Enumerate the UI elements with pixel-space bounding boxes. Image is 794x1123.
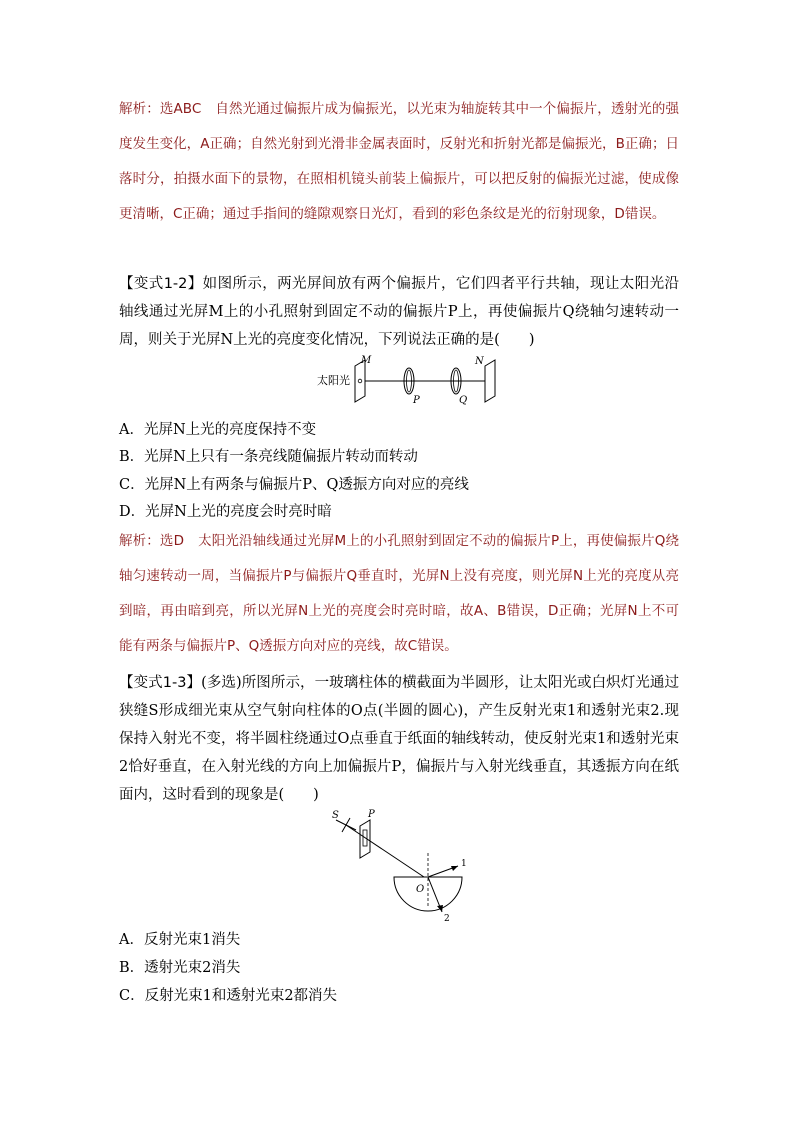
question-1-3-tag: 【变式1-3】 xyxy=(119,675,202,691)
question-1-2-tag: 【变式1-2】 xyxy=(119,276,203,292)
label-beam-2: 2 xyxy=(444,914,450,924)
explanation-2 xyxy=(119,524,679,664)
label-q: Q xyxy=(459,395,468,406)
question-1-2 xyxy=(119,270,679,354)
label-m: M xyxy=(361,355,372,366)
label-s: S xyxy=(332,810,339,821)
explanation-1-text: 自然光通过偏振片成为偏振光，以光束为轴旋转其中一个偏振片，透射光的强度发生变化，A正确；自然光射到光滑非金属表面时，反射光和折射光都是偏振光，B正确；日落时分，拍摄水面下的景物，在照相机镜头前装上偏振片，可以把反射的偏振光过滤，使成像更清晰，C正确；通过手指间的缝隙观察日光灯，看到的彩色条纹是光的衍射现象，D错误。 xyxy=(119,101,680,222)
question-1-2-option-a: A．光屏N上光的亮度保持不变 xyxy=(119,422,317,438)
question-1-2-text: 如图所示，两光屏间放有两个偏振片，它们四者平行共轴，现让太阳光沿轴线通过光屏M上的小孔照射到固定不动的偏振片P上，再使偏振片Q绕轴匀速转动一周，则关于光屏N上光的亮度变化情况，下列说法正确的是( ) xyxy=(119,276,679,348)
polarizer-setup-diagram xyxy=(315,352,515,410)
question-1-3-option-b: B．透射光束2消失 xyxy=(119,960,241,976)
question-1-3 xyxy=(119,669,679,809)
label-beam-1: 1 xyxy=(461,859,467,869)
question-1-2-option-c: C．光屏N上有两条与偏振片P、Q透振方向对应的亮线 xyxy=(119,477,469,493)
explanation-1 xyxy=(119,92,679,232)
question-1-3-option-a: A．反射光束1消失 xyxy=(119,932,241,948)
semicircle-glass-diagram xyxy=(318,808,478,926)
explanation-2-prefix: 解析：选D xyxy=(119,533,184,549)
question-1-2-option-b: B．光屏N上只有一条亮线随偏振片转动而转动 xyxy=(119,449,418,465)
figure-semicircle-glass xyxy=(318,808,478,926)
label-sunlight: 太阳光 xyxy=(317,374,350,387)
figure-polarizer-setup xyxy=(315,352,515,410)
explanation-2-text: 太阳光沿轴线通过光屏M上的小孔照射到固定不动的偏振片P上，再使偏振片Q绕轴匀速转动一周，当偏振片P与偏振片Q垂直时，光屏N上没有亮度，则光屏N上光的亮度从亮到暗，再由暗到亮，所以光屏N上光的亮度会时亮时暗，故A、B错误，D正确；光屏N上不可能有两条与偏振片P、Q透振方向对应的亮线，故C错误。 xyxy=(119,533,679,654)
question-1-2-option-d: D．光屏N上光的亮度会时亮时暗 xyxy=(119,504,332,520)
label-p2: P xyxy=(368,809,375,820)
label-o: O xyxy=(416,884,425,895)
question-1-3-text: (多选)所图所示，一玻璃柱体的横截面为半圆形，让太阳光或白炽灯光通过狭缝S形成细光束从空气射向柱体的O点(半圆的圆心)，产生反射光束1和透射光束2.现保持入射光不变，将半圆柱绕通过O点垂直于纸面的轴线转动，使反射光束1和透射光束2恰好垂直，在入射光线的方向上加偏振片P，偏振片与入射光线垂直，其透振方向在纸面内，这时看到的现象是( ) xyxy=(119,675,679,803)
label-p: P xyxy=(413,395,420,406)
explanation-1-prefix: 解析：选ABC xyxy=(119,101,202,117)
label-n: N xyxy=(475,356,484,367)
question-1-3-option-c: C．反射光束1和透射光束2都消失 xyxy=(119,988,338,1004)
